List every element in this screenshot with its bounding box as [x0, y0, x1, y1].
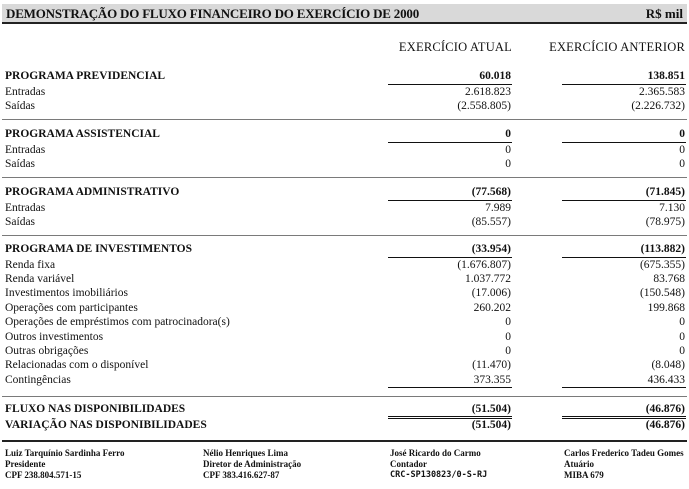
- row-label: Outras obrigações: [5, 345, 89, 357]
- row-value-previous: (150.548): [639, 287, 685, 299]
- section-divider: [2, 119, 687, 120]
- variation-row: [0, 418, 689, 432]
- section-title: PROGRAMA ASSISTENCIAL: [5, 128, 160, 140]
- row-label: Saídas: [5, 216, 36, 228]
- signatory-role: Contador: [390, 459, 428, 469]
- statement-header: [2, 4, 687, 24]
- section-total-previous: (71.845): [645, 186, 685, 198]
- row-value-current: (11.470): [472, 359, 511, 371]
- row-value-previous: 0: [679, 345, 685, 357]
- signatory-id: CPF 238.804.571-15: [5, 470, 82, 480]
- table-row: [0, 301, 689, 315]
- section-total-current: 60.018: [479, 70, 511, 82]
- row-label: Entradas: [5, 144, 46, 156]
- row-value-current: (85.557): [471, 216, 511, 228]
- section-total-current: (77.568): [471, 186, 511, 198]
- signatory-id: MIBA 679: [564, 470, 604, 480]
- table-row: [0, 358, 689, 372]
- section-header-previdencial: [0, 69, 689, 83]
- row-value-previous: 0: [679, 316, 685, 328]
- section-title: PROGRAMA DE INVESTIMENTOS: [5, 243, 193, 255]
- signatory-name: Nélio Henriques Lima: [203, 448, 288, 458]
- row-value-current: (1.676.807): [457, 259, 511, 271]
- section-total-previous: (113.882): [640, 243, 685, 255]
- signatory-name: José Ricardo do Carmo: [390, 448, 481, 458]
- table-row: [0, 143, 689, 157]
- table-row: [0, 99, 689, 113]
- row-value-previous: 0: [679, 144, 685, 156]
- table-row: [0, 373, 689, 387]
- signatory-role: Diretor de Administração: [203, 459, 302, 469]
- row-value-previous: (2.226.732): [631, 100, 685, 112]
- row-value-previous: (46.876): [645, 419, 685, 431]
- row-value-current: 0: [505, 331, 511, 343]
- row-value-current: 373.355: [473, 374, 511, 386]
- section-divider: [2, 177, 687, 178]
- row-label: Investimentos imobiliários: [5, 287, 128, 299]
- row-value-current: 260.202: [473, 302, 511, 314]
- table-row: [0, 215, 689, 229]
- row-label: Entradas: [5, 86, 46, 98]
- signatory-name: Luiz Tarquínio Sardinha Ferro: [5, 448, 125, 458]
- signature-block: [5, 448, 124, 481]
- signatory-role: Presidente: [5, 459, 46, 469]
- row-label: Relacionadas com o disponível: [5, 359, 149, 371]
- row-value-current: (51.504): [471, 403, 511, 415]
- row-value-previous: 2.365.583: [639, 86, 685, 98]
- section-header-administrativo: [0, 185, 689, 199]
- row-label: FLUXO NAS DISPONIBILIDADES: [5, 403, 186, 415]
- table-row: [0, 258, 689, 272]
- row-value-previous: 83.768: [653, 273, 685, 285]
- row-value-previous: 199.868: [647, 302, 685, 314]
- column-header-previous: EXERCÍCIO ANTERIOR: [549, 40, 685, 54]
- table-row: [0, 272, 689, 286]
- row-label: Renda fixa: [5, 259, 56, 271]
- row-value-previous: (46.876): [645, 403, 685, 415]
- row-value-previous: 0: [679, 158, 685, 170]
- section-header-investimentos: [0, 242, 689, 256]
- row-label: VARIAÇÃO NAS DISPONIBILIDADES: [5, 419, 207, 431]
- flow-row: [0, 402, 689, 416]
- currency-unit: R$ mil: [645, 6, 683, 21]
- row-label: Operações de empréstimos com patrocinadora(s): [5, 316, 230, 328]
- row-label: Renda variável: [5, 273, 75, 285]
- section-divider: [2, 396, 687, 397]
- row-value-current: (51.504): [471, 419, 511, 431]
- row-label: Saídas: [5, 100, 36, 112]
- section-total-current: 0: [505, 128, 511, 140]
- row-value-current: 0: [505, 345, 511, 357]
- row-value-previous: (78.975): [645, 216, 685, 228]
- row-value-previous: (8.048): [651, 359, 685, 371]
- row-value-current: 0: [505, 144, 511, 156]
- signature-block: [564, 448, 684, 481]
- row-value-current: 0: [505, 316, 511, 328]
- row-label: Operações com participantes: [5, 302, 138, 314]
- row-value-previous: 7.130: [659, 202, 685, 214]
- row-value-current: 0: [505, 158, 511, 170]
- section-total-previous: 0: [679, 128, 685, 140]
- subtotal-underline: [562, 387, 686, 388]
- table-row: [0, 85, 689, 99]
- table-row: [0, 157, 689, 171]
- subtotal-underline: [388, 387, 512, 388]
- footer-divider: [2, 440, 687, 442]
- row-label: Entradas: [5, 202, 46, 214]
- table-row: [0, 330, 689, 344]
- signatory-id: CPF 383.416.627-87: [203, 470, 280, 480]
- signature-block: [203, 448, 301, 481]
- row-label: Saídas: [5, 158, 36, 170]
- table-row: [0, 315, 689, 329]
- row-value-previous: 436.433: [647, 374, 685, 386]
- row-value-current: (2.558.805): [457, 100, 511, 112]
- signatory-name: Carlos Frederico Tadeu Gomes: [564, 448, 684, 458]
- section-header-assistencial: [0, 127, 689, 141]
- row-value-previous: 0: [679, 331, 685, 343]
- signature-block: [390, 448, 487, 481]
- section-total-previous: 138.851: [647, 70, 685, 82]
- section-title: PROGRAMA ADMINISTRATIVO: [5, 186, 180, 198]
- row-label: Outros investimentos: [5, 331, 104, 343]
- row-value-previous: (675.355): [639, 259, 685, 271]
- section-divider: [2, 235, 687, 236]
- row-value-current: (17.006): [471, 287, 511, 299]
- signatory-id: CRC-SP130823/0-S-RJ: [390, 470, 488, 480]
- column-header-current: EXERCÍCIO ATUAL: [398, 40, 512, 54]
- row-label: Contingências: [5, 374, 71, 386]
- row-value-current: 7.989: [485, 202, 511, 214]
- row-value-current: 1.037.772: [465, 273, 511, 285]
- table-row: [0, 201, 689, 215]
- row-value-current: 2.618.823: [465, 86, 511, 98]
- signatory-role: Atuário: [564, 459, 594, 469]
- table-row: [0, 286, 689, 300]
- section-total-current: (33.954): [471, 243, 511, 255]
- statement-title: DEMONSTRAÇÃO DO FLUXO FINANCEIRO DO EXERCÍCIO DE 2000: [6, 6, 420, 21]
- table-row: [0, 344, 689, 358]
- section-title: PROGRAMA PREVIDENCIAL: [5, 70, 166, 82]
